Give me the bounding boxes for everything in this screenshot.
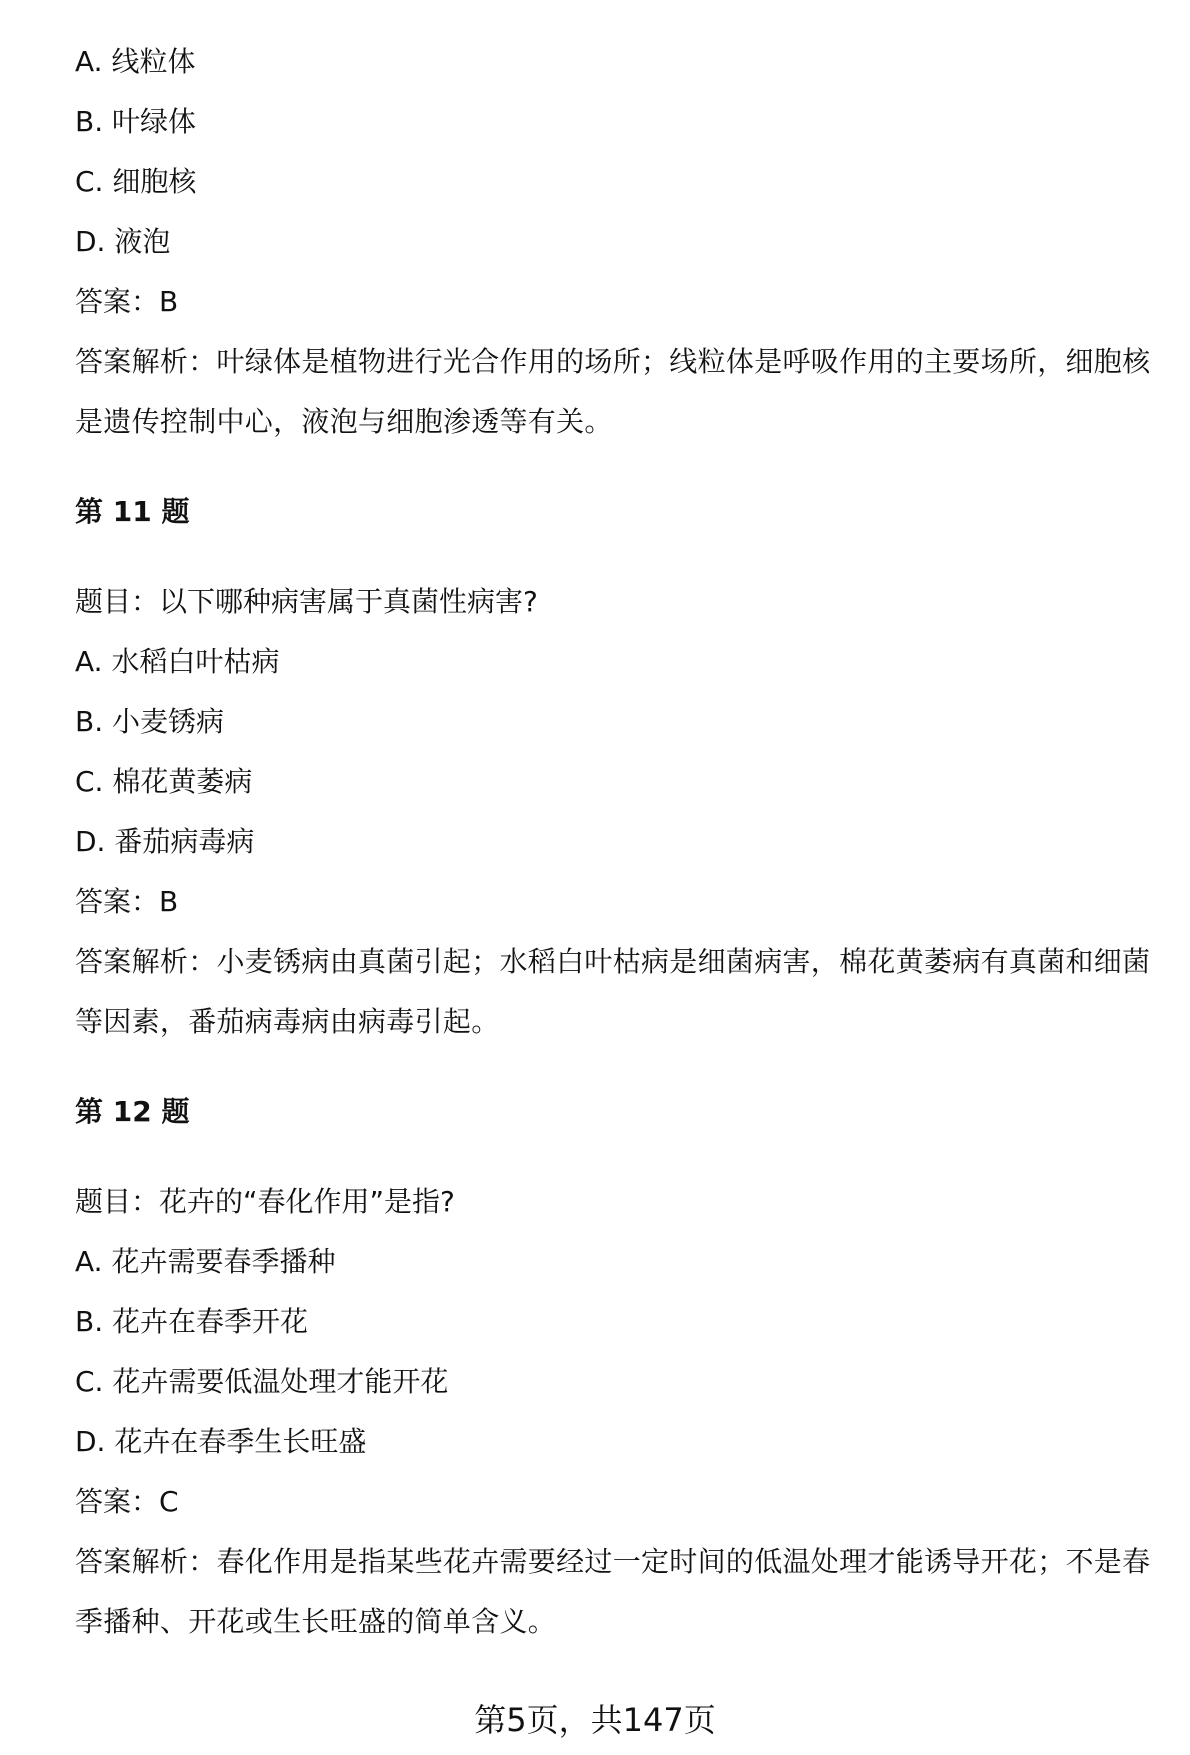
option-d: D. 番茄病毒病 <box>75 825 255 858</box>
question-text: 题目：以下哪种病害属于真菌性病害? <box>75 585 538 618</box>
page-content <box>75 44 1170 1652</box>
answer: 答案：C <box>75 1485 179 1518</box>
option-d: D. 液泡 <box>75 225 171 258</box>
option-d: D. 花卉在春季生长旺盛 <box>75 1425 367 1458</box>
option-a: A. 线粒体 <box>75 45 196 78</box>
page-number-footer: 第5页，共147页 <box>474 1701 716 1739</box>
question-text: 题目：花卉的“春化作用”是指? <box>75 1185 455 1218</box>
question-block-10 <box>75 44 1170 452</box>
question-heading: 第 11 题 <box>75 495 190 528</box>
answer-explanation: 答案解析：春化作用是指某些花卉需要经过一定时间的低温处理才能诱导开花；不是春季播种、开花或生长旺盛的简单含义。 <box>75 1545 1151 1638</box>
option-c: C. 花卉需要低温处理才能开花 <box>75 1365 449 1398</box>
option-a: A. 花卉需要春季播种 <box>75 1245 336 1278</box>
question-block-11 <box>75 494 1170 1052</box>
option-b: B. 小麦锈病 <box>75 705 225 738</box>
option-b: B. 叶绿体 <box>75 105 197 138</box>
answer-explanation: 答案解析：小麦锈病由真菌引起；水稻白叶枯病是细菌病害，棉花黄萎病有真菌和细菌等因素，番茄病毒病由病毒引起。 <box>75 945 1151 1038</box>
option-a: A. 水稻白叶枯病 <box>75 645 280 678</box>
option-c: C. 棉花黄萎病 <box>75 765 253 798</box>
question-heading: 第 12 题 <box>75 1095 190 1128</box>
answer-explanation: 答案解析：叶绿体是植物进行光合作用的场所；线粒体是呼吸作用的主要场所，细胞核是遗传控制中心，液泡与细胞渗透等有关。 <box>75 345 1151 438</box>
option-b: B. 花卉在春季开花 <box>75 1305 309 1338</box>
answer: 答案：B <box>75 885 179 918</box>
option-c: C. 细胞核 <box>75 165 197 198</box>
answer: 答案：B <box>75 285 179 318</box>
question-block-12 <box>75 1094 1170 1652</box>
